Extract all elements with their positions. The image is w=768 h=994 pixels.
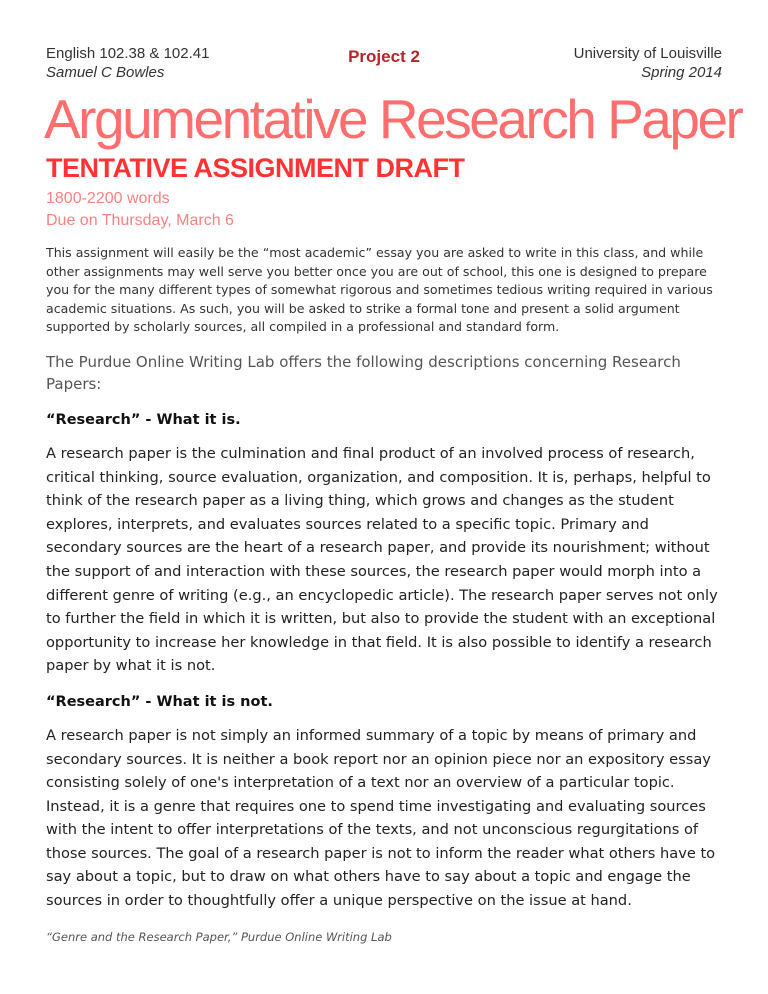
header-right bbox=[420, 44, 722, 82]
section-body: A research paper is not simply an informed summary of a topic by means of primary and secondary sources. It is neither a book report nor an opinion piece nor an expository essay consisting solely of one's interpretation of a text nor an overview of a particular topic. Instead, it is a genre that requires one to spend time investigating and evaluating sources with the intent to offer interpretations of the texts, and not unconscious regurgitations of those sources. The goal of a research paper is not to inform the reader what others have to say about a topic, but to draw on what others have to say about a topic and engage the sources in order to thoughtfully offer a unique perspective on the issue at hand. bbox=[46, 726, 716, 910]
due-date: Due on Thursday, March 6 bbox=[46, 212, 234, 229]
assignment-details bbox=[46, 188, 722, 232]
term-label: Spring 2014 bbox=[641, 64, 722, 81]
section-body: A research paper is the culmination and final product of an involved process of research, critical thinking, source evaluation, organization, and composition. It is, perhaps, helpful to think of the research paper as a living thing, which grows and changes as the student explores, interprets, and evaluates sources related to a specific topic. Primary and secondary sources are the heart of a research paper, and provide its nourishment; without the support of and interaction with these sources, the research paper would morph into a different genre of writing (e.g., an encyclopedic article). The research paper serves not only to further the field in which it is written, but also to provide the student with an exceptional opportunity to increase her knowledge in that field. It is also possible to identify a research paper by what it is not. bbox=[46, 444, 718, 675]
intro-paragraph: This assignment will easily be the “most academic” essay you are asked to write in this class, and while other assignments may well serve you better once you are out of school, this one is designed to prepare you for the many different types of somewhat rigorous and sometimes tedious writing required in various academic situations. As such, you will be asked to strike a formal tone and present a solid argument supported by scholarly sources, all compiled in a professional and standard form. bbox=[46, 245, 713, 335]
project-label: Project 2 bbox=[348, 47, 420, 66]
purdue-intro: The Purdue Online Writing Lab offers the following descriptions concerning Research Papers: bbox=[46, 352, 681, 394]
course-label: English 102.38 & 102.41 bbox=[46, 45, 210, 62]
word-count: 1800-2200 words bbox=[46, 190, 170, 207]
instructor-name: Samuel C Bowles bbox=[46, 64, 165, 81]
section-heading: “Research” - What it is not. bbox=[46, 693, 273, 710]
header-left bbox=[46, 44, 348, 82]
citation: “Genre and the Research Paper,” Purdue Online Writing Lab bbox=[46, 929, 392, 944]
university-label: University of Louisville bbox=[573, 45, 722, 62]
section-heading: “Research” - What it is. bbox=[46, 411, 241, 428]
draft-label: TENTATIVE ASSIGNMENT DRAFT bbox=[46, 153, 465, 183]
document-header bbox=[46, 44, 722, 82]
page-title: Argumentative Research Paper bbox=[44, 88, 742, 150]
